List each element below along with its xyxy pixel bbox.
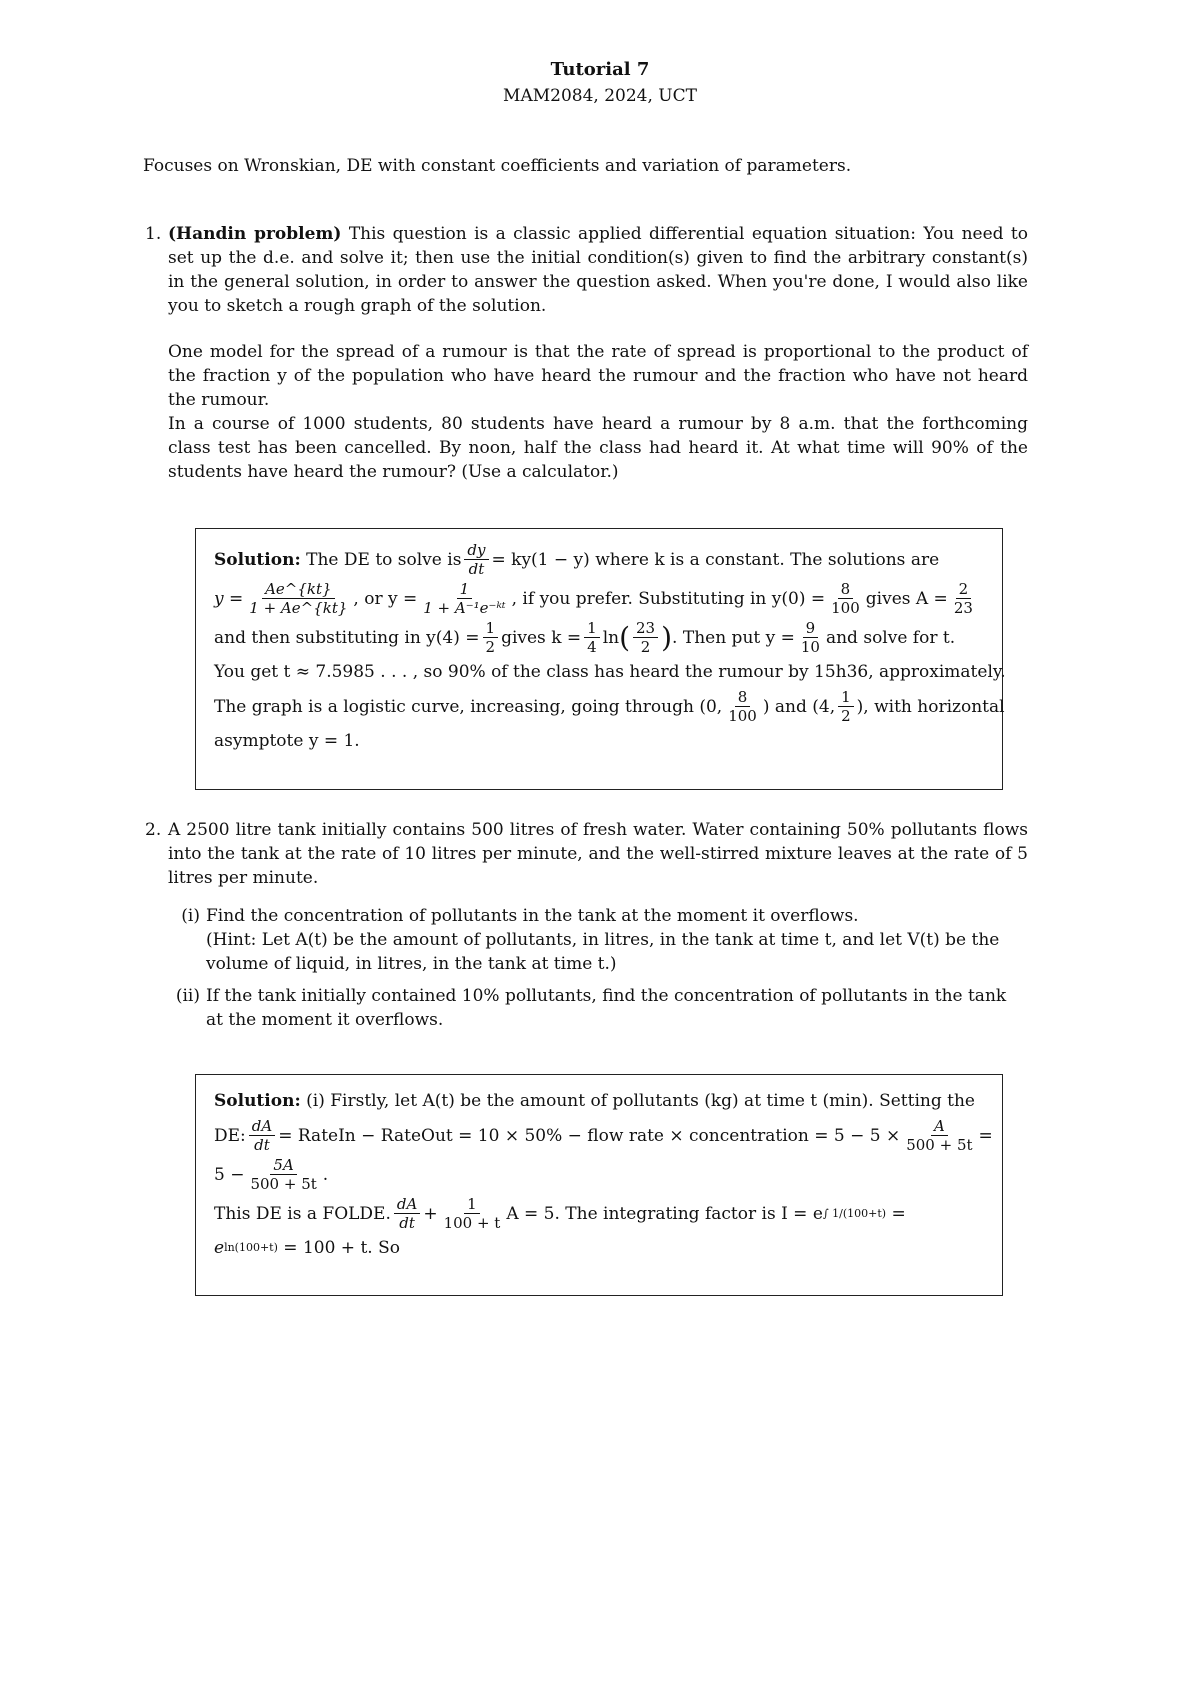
problem-1-intro-text: This question is a classic applied differential equation situation: You need to set up the d.e. and solve it; then use the initial condition(s) given to find the arbitrary constant(s) in the general solution, in order to answer the question asked. When you're done, I would also like you to sketch a rough graph of the solution.	[168, 224, 1028, 316]
part-i	[168, 904, 1028, 976]
problem-2-number: 2.	[145, 820, 162, 840]
solution-2-line-4: This DE is a FOLDE. $\frac{dA}{dt}$ + $\frac{1}{100 + t}$ A = 5. The integrating factor is I = e ∫ 1/(100+t) =	[214, 1195, 906, 1232]
solution-2-label: Solution:	[214, 1091, 301, 1111]
sol1-text: The DE to solve is	[306, 549, 462, 570]
sol2-text: This DE is a FOLDE.	[214, 1203, 391, 1224]
fraction-dA-dt	[249, 1117, 275, 1154]
sol1-text: ) and (4,	[762, 696, 836, 717]
sol1-text: gives A =	[865, 588, 948, 609]
problem-2-parts	[168, 904, 1028, 1032]
sol1-text: and solve for t.	[825, 627, 956, 648]
sol2-text: DE:	[214, 1125, 246, 1146]
fraction	[420, 580, 508, 617]
sol1-text: y =	[214, 588, 244, 609]
frac-den: 2	[841, 707, 851, 725]
frac-num: dA	[249, 1117, 275, 1136]
problem-1-question: In a course of 1000 students, 80 students have heard a rumour by 8 a.m. that the forthcoming class test has been cancelled. By noon, half the class had heard it. At what time will 90% of the students have heard the rumour? (Use a calculator.)	[168, 414, 1028, 482]
sol2-text: =	[891, 1203, 906, 1224]
sol2-text: (i) Firstly, let A(t) be the amount of pollutants (kg) at time t (min). Setting the	[306, 1091, 975, 1111]
part-label: (i)	[181, 906, 200, 926]
frac-num: 1	[464, 1195, 480, 1214]
sol2-text: 5 −	[214, 1164, 245, 1185]
solution-box-2	[195, 1074, 1003, 1296]
frac-den: dt	[399, 1214, 415, 1232]
frac-den: dt	[468, 560, 485, 578]
intro-text: Focuses on Wronskian, DE with constant coefficients and variation of parameters.	[143, 156, 852, 176]
frac-den: 2	[640, 638, 651, 656]
sol1-text: , or y =	[353, 588, 418, 609]
page-subtitle: MAM2084, 2024, UCT	[503, 86, 697, 106]
fraction	[725, 688, 760, 725]
page-title: Tutorial 7	[550, 59, 650, 80]
frac-num: 1	[457, 580, 473, 599]
solution-1-line-4: You get t ≈ 7.5985 . . . , so 90% of the class has heard the rumour by 15h36, approximately.	[214, 662, 1006, 682]
sol1-text: . Then put y =	[672, 627, 795, 648]
fraction	[483, 619, 499, 656]
fraction	[584, 619, 600, 656]
frac-den: 1 + Ae^{kt}	[249, 599, 348, 617]
problem-2-text: A 2500 litre tank initially contains 500 litres of fresh water. Water containing 50% pollutants flows into the tank at the rate of 10 litres per minute, and the well-stirred mixture leaves at the rate of 5 litres per minute.	[168, 820, 1028, 888]
fraction	[903, 1117, 975, 1154]
frac-num: 2	[956, 580, 972, 599]
fraction	[828, 580, 863, 617]
sol2-text: =	[978, 1125, 993, 1146]
problem-2	[145, 818, 1028, 1040]
sol1-text: ln	[602, 627, 620, 648]
frac-den: 100	[831, 599, 860, 617]
frac-num: Ae^{kt}	[262, 580, 334, 599]
frac-den: 23	[953, 599, 973, 617]
solution-1-label: Solution:	[214, 549, 301, 570]
part-label: (ii)	[175, 986, 200, 1006]
sol2-text: = 100 + t. So	[283, 1238, 400, 1258]
sol1-text: gives k =	[501, 627, 582, 648]
solution-1-line-3: and then substituting in y(4) = $\frac{1}{2}$ gives k = $\frac{1}{4}$ ln ( $\frac{23}{2}$ ) . Then put y = $\frac{9}{10}$ and solve for t.	[214, 619, 956, 656]
problem-1-number: 1.	[145, 224, 162, 244]
fraction	[246, 580, 350, 617]
sol1-text: The graph is a logistic curve, increasing, going through (0,	[214, 696, 723, 717]
frac-num: 5A	[270, 1156, 296, 1175]
part-text: Find the concentration of pollutants in the tank at the moment it overflows.	[206, 906, 859, 926]
problem-1-intro	[168, 222, 1028, 318]
frac-num: 9	[803, 619, 819, 638]
frac-den: 100 + t	[443, 1214, 501, 1232]
fraction	[798, 619, 823, 656]
sol2-text: A = 5. The integrating factor is I = e	[506, 1203, 823, 1224]
solution-1-line-5	[214, 688, 1005, 725]
frac-num: 1	[483, 619, 499, 638]
sol2-text: e	[214, 1238, 225, 1258]
frac-num: A	[931, 1117, 948, 1136]
fraction	[633, 619, 658, 656]
fraction	[247, 1156, 319, 1193]
frac-den: 500 + 5t	[250, 1175, 317, 1193]
fraction	[441, 1195, 504, 1232]
sol2-text: .	[322, 1164, 329, 1185]
sol2-text: +	[423, 1203, 438, 1224]
frac-den: 10	[800, 638, 820, 656]
frac-den: 100	[728, 707, 757, 725]
solution-1-line-1	[214, 541, 984, 578]
frac-den: dt	[254, 1136, 270, 1154]
frac-den: 4	[587, 638, 597, 656]
frac-num: 1	[838, 688, 854, 707]
frac-num: 23	[633, 619, 658, 638]
frac-den: 500 + 5t	[906, 1136, 973, 1154]
solution-1-line-2	[214, 580, 984, 617]
sol1-text: and then substituting in y(4) =	[214, 627, 480, 648]
frac-num: 1	[584, 619, 600, 638]
sol2-text: = RateIn − RateOut = 10 × 50% − flow rate × concentration = 5 − 5 ×	[278, 1125, 901, 1146]
part-ii	[168, 984, 1028, 1032]
problem-1	[145, 222, 1028, 484]
fraction	[838, 688, 854, 725]
fraction	[394, 1195, 420, 1232]
sol1-text: , if you prefer. Substituting in y(0) =	[511, 588, 826, 609]
frac-num: 8	[838, 580, 854, 599]
frac-num: dy	[464, 541, 488, 560]
solution-2-line-2	[214, 1117, 993, 1154]
frac-num: dA	[394, 1195, 420, 1214]
solution-2-line-1	[214, 1087, 984, 1115]
part-text: If the tank initially contained 10% pollutants, find the concentration of pollutants in the tank at the moment it overflows.	[206, 986, 1007, 1030]
solution-box-1	[195, 528, 1006, 790]
sol1-text: ), with horizontal	[856, 696, 1005, 717]
frac-den: 2	[485, 638, 496, 656]
part-hint: (Hint: Let A(t) be the amount of pollutants, in litres, in the tank at time t, and let V(t) be the volume of liquid, in litres, in the tank at time t.)	[206, 930, 1000, 974]
sol1-text: = ky(1 − y) where k is a constant. The solutions are	[491, 549, 940, 570]
fraction	[951, 580, 976, 617]
problem-1-model: One model for the spread of a rumour is that the rate of spread is proportional to the product of the fraction y of the population who have heard the rumour and the fraction who have not heard the rumour.	[168, 342, 1028, 410]
solution-2-line-5: e ln(100+t) = 100 + t. So	[214, 1238, 400, 1258]
handin-label: (Handin problem)	[168, 224, 342, 244]
frac-num: 8	[735, 688, 751, 707]
fraction-dy-dt	[464, 541, 488, 578]
solution-1-line-6: asymptote y = 1.	[214, 731, 360, 751]
solution-2-line-3	[214, 1156, 984, 1193]
frac-den: 1 + A⁻¹e⁻ᵏᵗ	[423, 599, 506, 617]
